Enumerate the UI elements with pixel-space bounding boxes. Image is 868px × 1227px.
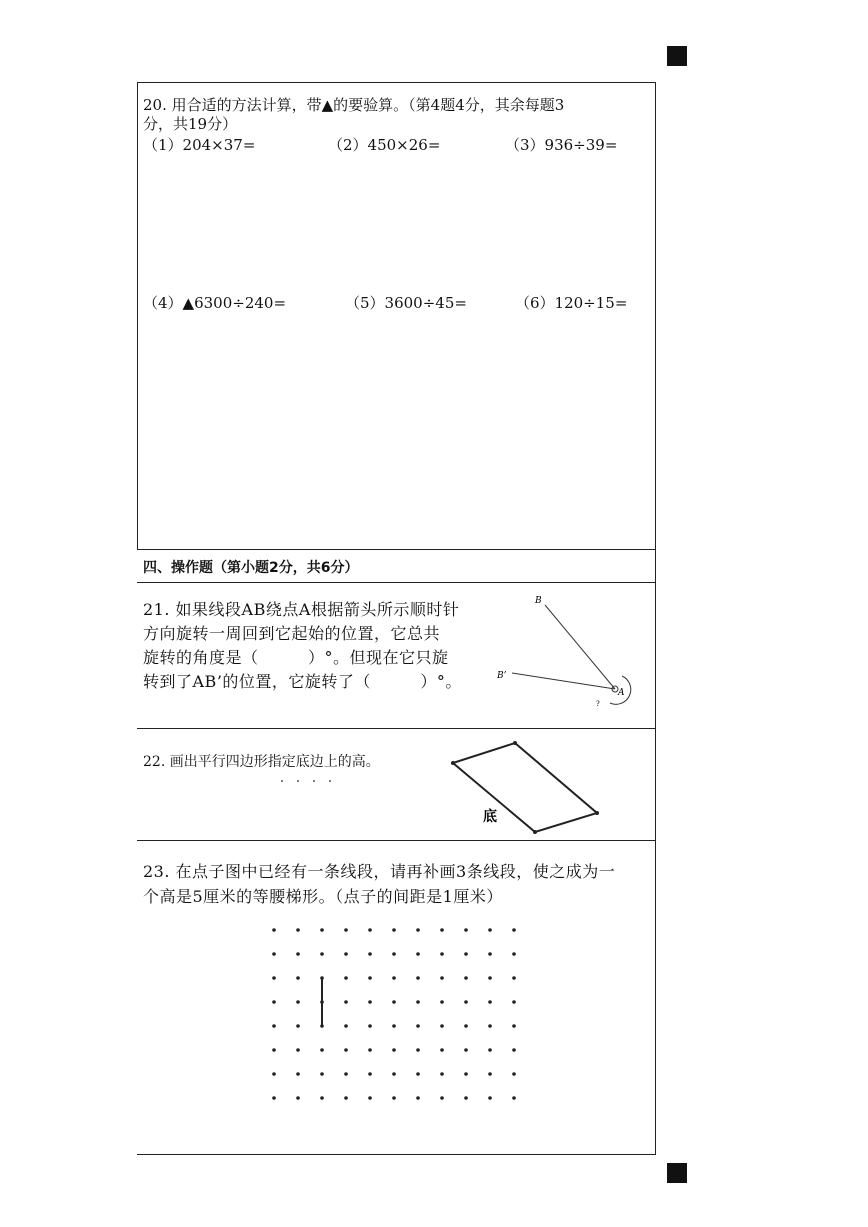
grid-dot <box>296 1024 300 1028</box>
grid-dot <box>512 976 516 980</box>
grid-dot <box>416 976 420 980</box>
q21-line-3: 旋转的角度是（ ）°。但现在它只旋 <box>143 648 449 667</box>
q21-line-1: 21. 如果线段AB绕点A根据箭头所示顺时针 <box>143 600 460 619</box>
q21-line-2: 方向旋转一周回到它起始的位置，它总共 <box>143 624 441 643</box>
bottom-right-marker <box>667 1163 687 1183</box>
rotation-arrow-arc <box>610 676 631 704</box>
grid-dot <box>296 1096 300 1100</box>
q21-line-4: 转到了AB’的位置，它旋转了（ ）°。 <box>143 672 462 691</box>
grid-dot <box>368 1000 372 1004</box>
q23-line1: 23. 在点子图中已经有一条线段，请再补画3条线段，使之成为一 <box>143 862 616 881</box>
grid-dot <box>488 1000 492 1004</box>
grid-dot <box>272 1048 276 1052</box>
grid-dot <box>392 1072 396 1076</box>
grid-dot <box>512 1072 516 1076</box>
grid-dot <box>272 928 276 932</box>
grid-dot <box>512 1000 516 1004</box>
grid-dot <box>344 1000 348 1004</box>
grid-dot <box>344 928 348 932</box>
grid-dot <box>488 1096 492 1100</box>
q23-line2: 个高是5厘米的等腰梯形。（点子的间距是1厘米） <box>143 887 503 906</box>
grid-dot <box>344 1072 348 1076</box>
frame-bottom <box>137 1154 656 1155</box>
grid-dot <box>272 1000 276 1004</box>
grid-dot <box>392 1000 396 1004</box>
grid-dot <box>392 1048 396 1052</box>
grid-dot <box>296 1048 300 1052</box>
q22-text: 22. 画出平行四边形指定底边上的高。 <box>143 754 380 770</box>
grid-dot <box>296 1072 300 1076</box>
divider-q20-bottom <box>137 549 656 550</box>
grid-dot <box>272 952 276 956</box>
grid-dot <box>440 1072 444 1076</box>
grid-dot <box>368 1024 372 1028</box>
grid-dot <box>344 1024 348 1028</box>
grid-dot <box>512 1096 516 1100</box>
grid-dot <box>368 928 372 932</box>
grid-dot <box>440 1048 444 1052</box>
grid-dot <box>464 1096 468 1100</box>
label-question: ? <box>596 700 600 708</box>
grid-dot <box>512 1048 516 1052</box>
grid-dot <box>512 928 516 932</box>
segment-ab <box>545 605 615 689</box>
grid-dot <box>368 976 372 980</box>
grid-dot <box>416 1048 420 1052</box>
grid-dot <box>488 976 492 980</box>
grid-dot <box>368 1048 372 1052</box>
grid-dot <box>344 952 348 956</box>
grid-dot <box>320 1000 324 1004</box>
q20-title-line2: 分，共19分） <box>143 115 238 133</box>
grid-dot <box>416 1000 420 1004</box>
grid-dot <box>320 1048 324 1052</box>
grid-dot <box>488 1048 492 1052</box>
grid-dot <box>320 1096 324 1100</box>
grid-dot <box>464 1048 468 1052</box>
grid-dot <box>296 976 300 980</box>
frame-right <box>655 82 656 1155</box>
q20-title-line1: 20. 用合适的方法计算，带▲的要验算。（第4题4分，其余每题3 <box>143 96 565 114</box>
grid-dot <box>368 1096 372 1100</box>
grid-dot <box>416 952 420 956</box>
grid-dot <box>392 952 396 956</box>
grid-dot <box>440 1024 444 1028</box>
grid-dot <box>392 928 396 932</box>
grid-dot <box>320 928 324 932</box>
grid-dot <box>416 1024 420 1028</box>
segment-ab-prime <box>512 673 615 689</box>
divider-q22-bottom <box>137 840 656 841</box>
top-right-marker <box>667 46 687 66</box>
grid-dot <box>272 1072 276 1076</box>
grid-dot <box>320 952 324 956</box>
q20-item-6: （6）120÷15= <box>515 294 628 312</box>
grid-dot <box>416 1072 420 1076</box>
grid-dot <box>416 1096 420 1100</box>
grid-dot <box>464 976 468 980</box>
grid-dot <box>488 1024 492 1028</box>
grid-dot <box>488 928 492 932</box>
q20-item-1: （1）204×37= <box>143 136 256 154</box>
grid-dot <box>320 1024 324 1028</box>
grid-dot <box>344 976 348 980</box>
q20-item-5: （5）3600÷45= <box>345 294 467 312</box>
grid-dot <box>464 1072 468 1076</box>
frame-left-upper <box>137 82 138 550</box>
grid-dot <box>440 1000 444 1004</box>
grid-dot <box>488 952 492 956</box>
grid-dot <box>296 952 300 956</box>
label-b-prime: B’ <box>497 671 507 681</box>
label-b: B <box>535 596 542 606</box>
grid-dot <box>320 976 324 980</box>
frame-top <box>137 82 656 83</box>
section4-heading: 四、操作题（第小题2分，共6分） <box>143 560 359 576</box>
q20-item-4: （4）▲6300÷240= <box>143 294 287 312</box>
grid-dot <box>392 1024 396 1028</box>
base-label: 底 <box>483 809 497 825</box>
grid-dot <box>344 1096 348 1100</box>
grid-dot <box>344 1048 348 1052</box>
grid-dot <box>440 1096 444 1100</box>
grid-dot <box>272 1024 276 1028</box>
label-a: A <box>618 688 625 698</box>
grid-dot <box>440 928 444 932</box>
grid-dot <box>272 1096 276 1100</box>
grid-dot <box>392 976 396 980</box>
divider-section4-bottom <box>137 582 656 583</box>
grid-dot <box>464 1024 468 1028</box>
grid-dot <box>464 928 468 932</box>
grid-dot <box>272 976 276 980</box>
grid-dot <box>416 928 420 932</box>
q20-item-3: （3）936÷39= <box>505 136 618 154</box>
grid-dot <box>368 1072 372 1076</box>
grid-dot <box>320 1072 324 1076</box>
grid-dot <box>512 1024 516 1028</box>
grid-dot <box>392 1096 396 1100</box>
q20-item-2: （2）450×26= <box>328 136 441 154</box>
grid-dot <box>296 928 300 932</box>
grid-dot <box>440 976 444 980</box>
grid-dot <box>440 952 444 956</box>
grid-dot <box>296 1000 300 1004</box>
parallelogram <box>453 743 597 832</box>
point-a <box>612 686 618 692</box>
grid-dot <box>464 1000 468 1004</box>
divider-q21-bottom <box>137 728 656 729</box>
grid-dot <box>488 1072 492 1076</box>
grid-dot <box>368 952 372 956</box>
grid-dot <box>464 952 468 956</box>
grid-dot <box>512 952 516 956</box>
